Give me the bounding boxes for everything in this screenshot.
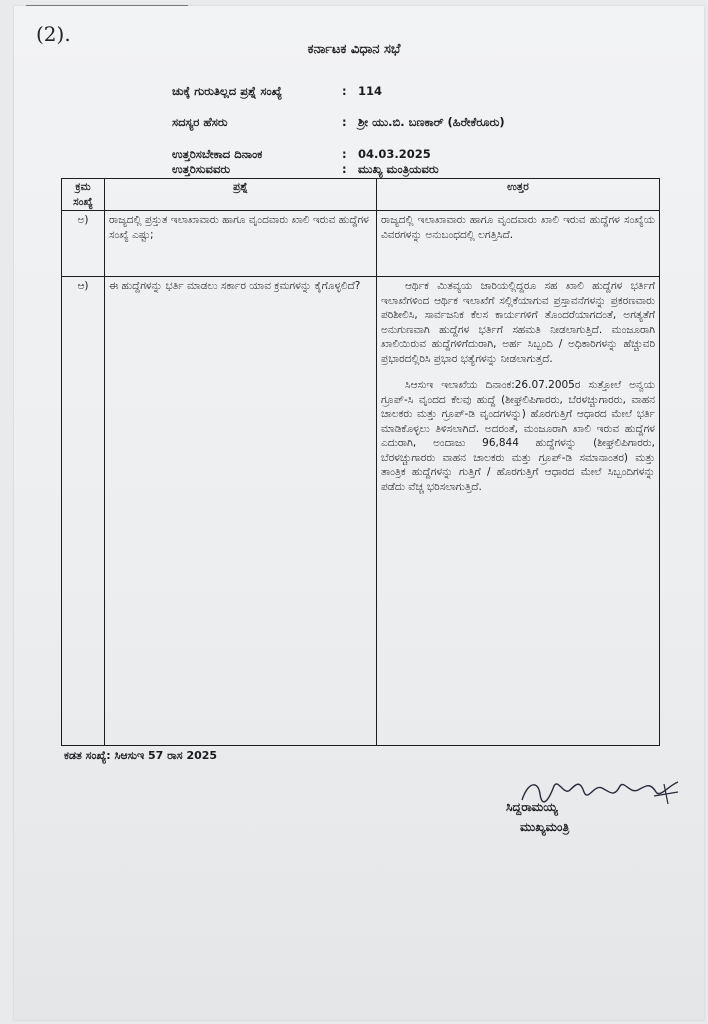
- document-heading: ಕರ್ನಾಟಕ ವಿಧಾನ ಸಭೆ: [307, 42, 401, 57]
- colon: :: [342, 84, 347, 98]
- header-question: ಪ್ರಶ್ನೆ: [105, 179, 377, 211]
- row-question: ಈ ಹುದ್ದೆಗಳನ್ನು ಭರ್ತಿ ಮಾಡಲು ಸರ್ಕಾರ ಯಾವ ಕ್ರಮಗಳನ್ನು ಕೈಗೊಳ್ಳಲಿದೆ?: [105, 277, 377, 746]
- answer-paragraph: ಸಿಆಸುಇ ಇಲಾಖೆಯ ದಿನಾಂಕ:26.07.2005ರ ಸುತ್ತೋಲೆ ಅನ್ವಯ ಗ್ರೂಪ್-ಸಿ ವೃಂದದ ಕೆಲವು ಹುದ್ದೆ (ಶೀಘ್ರಲಿಪಿಗಾರರು, ಬೆರಳಚ್ಚುಗಾರರು, ವಾಹನ ಚಾಲಕರು ಮತ್ತು ಗ್ರೂಪ್-ಡಿ ವೃಂದಗಳನ್ನು) ಹೊರಗುತ್ತಿಗೆ ಆಧಾರದ ಮೇಲೆ ಭರ್ತಿ ಮಾಡಿಕೊಳ್ಳಲು ತಿಳಿಸಲಾಗಿದೆ. ಅದರಂತೆ, ಮಂಜೂರಾಗಿ ಖಾಲಿ ಇರುವ ಹುದ್ದೆಗಳ ಎದುರಾಗಿ, ಅಂದಾಜು 96,844 ಹುದ್ದೆಗಳನ್ನು (ಶೀಘ್ರಲಿಪಿಗಾರರು, ಬೆರಳಚ್ಚುಗಾರರು ವಾಹನ ಚಾಲಕರು ಮತ್ತು ಗ್ರೂಪ್-ಡಿ ಸಮಾನಾಂತರ) ಮತ್ತು ತಾಂತ್ರಿಕ ಹುದ್ದೆಗಳನ್ನು ಗುತ್ತಿಗೆ / ಹೊರಗುತ್ತಿಗೆ ಆಧಾರದ ಮೇಲೆ ಸಿಬ್ಬಂದಿಗಳನ್ನು ಪಡೆದು ವೆಚ್ಚ ಭರಿಸಲಾಗುತ್ತಿದೆ.: [381, 379, 655, 493]
- answered-by-value: ಮುಖ್ಯ ಮಂತ್ರಿಯವರು: [358, 162, 439, 176]
- table-row: [62, 277, 660, 746]
- answered-by-label: ಉತ್ತರಿಸುವವರು: [172, 162, 231, 176]
- signatory-name: ಸಿದ್ದರಾಮಯ್ಯ: [506, 800, 558, 814]
- signatory-designation: ಮುಖ್ಯಮಂತ್ರಿ: [520, 820, 570, 834]
- member-name-label: ಸದಸ್ಯರ ಹೆಸರು: [172, 115, 228, 129]
- answer-date-value: 04.03.2025: [358, 147, 431, 161]
- row-answer: [377, 277, 660, 746]
- page-edge-line: [26, 5, 188, 6]
- row-question: ರಾಜ್ಯದಲ್ಲಿ ಪ್ರಸ್ತುತ ಇಲಾಖಾವಾರು ಹಾಗೂ ವೃಂದವಾರು ಖಾಲಿ ಇರುವ ಹುದ್ದೆಗಳ ಸಂಖ್ಯೆ ಎಷ್ಟು;: [105, 211, 377, 277]
- colon: :: [342, 147, 347, 161]
- handwritten-page-number: (2).: [36, 22, 71, 46]
- row-serial: ಆ): [62, 277, 105, 746]
- question-number-value: 114: [358, 84, 383, 98]
- file-reference: ಕಡತ ಸಂಖ್ಯೆ: ಸಿಆಸುಇ 57 ರಾಸ 2025: [64, 749, 218, 762]
- header-answer: ಉತ್ತರ: [377, 179, 660, 211]
- table-header-row: [62, 179, 660, 211]
- question-number-label: ಚುಕ್ಕೆ ಗುರುತಿಲ್ಲದ ಪ್ರಶ್ನೆ ಸಂಖ್ಯೆ: [172, 84, 283, 98]
- header-serial-number: ಕ್ರಮ ಸಂಖ್ಯೆ: [62, 179, 105, 211]
- row-answer: [377, 211, 660, 277]
- answer-date-label: ಉತ್ತರಿಸಬೇಕಾದ ದಿನಾಂಕ: [172, 147, 263, 161]
- answer-paragraph: ರಾಜ್ಯದಲ್ಲಿ ಇಲಾಖಾವಾರು ಹಾಗೂ ವೃಂದವಾರು ಖಾಲಿ ಇರುವ ಹುದ್ದೆಗಳ ಸಂಖ್ಯೆಯ ವಿವರಗಳನ್ನು ಅನುಬಂಧದಲ್ಲಿ ಲಗತ್ತಿಸಿದೆ.: [381, 214, 655, 241]
- colon: :: [342, 115, 347, 129]
- table-row: [62, 211, 660, 277]
- row-serial: ಅ): [62, 211, 105, 277]
- member-name-value: ಶ್ರೀ ಯು.ಬಿ. ಬಣಕಾರ್ (ಹಿರೇಕೆರೂರು): [358, 115, 505, 129]
- question-answer-table: [61, 178, 660, 746]
- answer-paragraph: ಆರ್ಥಿಕ ಮಿತವ್ಯಯ ಜಾರಿಯಲ್ಲಿದ್ದರೂ ಸಹ ಖಾಲಿ ಹುದ್ದೆಗಳ ಭರ್ತಿಗೆ ಇಲಾಖೆಗಳಿಂದ ಆರ್ಥಿಕ ಇಲಾಖೆಗೆ ಸಲ್ಲಿಕೆಯಾಗುವ ಪ್ರಸ್ತಾವನೆಗಳನ್ನು ಪ್ರಕರಣವಾರು ಪರಿಶೀಲಿಸಿ, ಸಾರ್ವಜನಿಕ ಕೆಲಸ ಕಾರ್ಯಗಳಿಗೆ ತೊಂದರೆಯಾಗದಂತೆ, ಅಗತ್ಯತೆಗೆ ಅನುಗುಣವಾಗಿ ಹುದ್ದೆಗಳ ಭರ್ತಿಗೆ ಸಹಮತಿ ನೀಡಲಾಗುತ್ತಿದೆ. ಮಂಜೂರಾಗಿ ಖಾಲಿಯಿರುವ ಹುದ್ದೆಗಳಿಗೆದುರಾಗಿ, ಅರ್ಹ ಸಿಬ್ಬಂದಿ / ಅಧಿಕಾರಿಗಳನ್ನು ಹೆಚ್ಚುವರಿ ಪ್ರಭಾರದಲ್ಲಿರಿಸಿ ಪ್ರಭಾರ ಭತ್ಯೆಗಳನ್ನು ನೀಡಲಾಗುತ್ತದೆ.: [381, 280, 655, 365]
- colon: :: [342, 162, 347, 176]
